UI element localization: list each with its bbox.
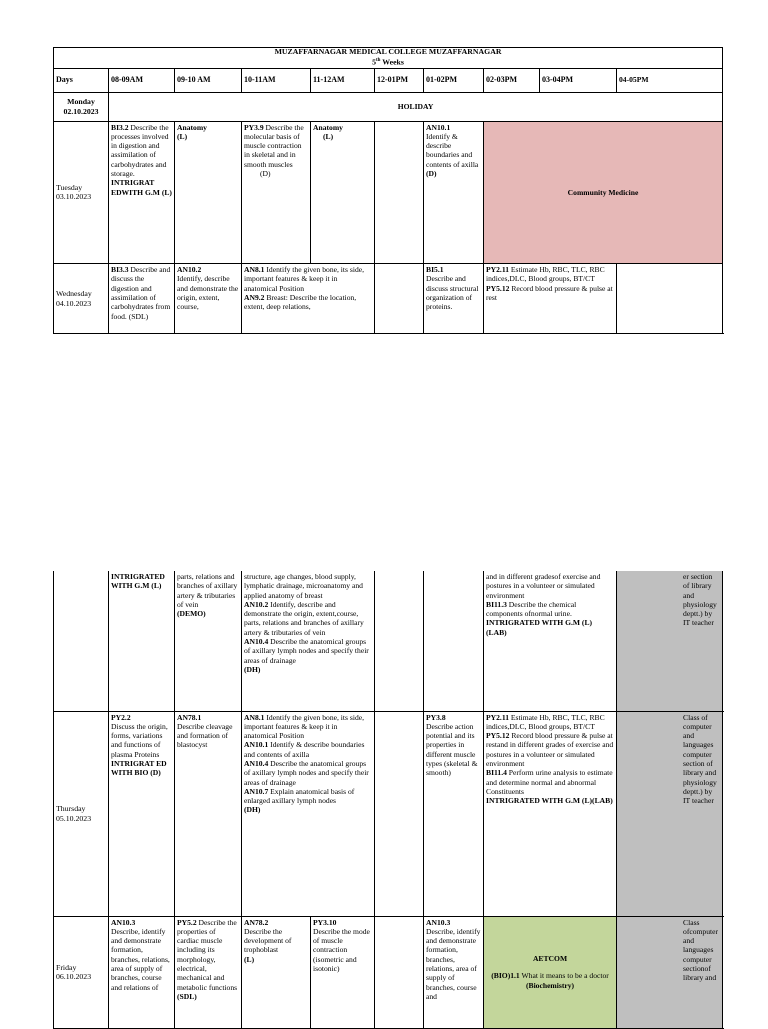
college-title: MUZAFFARNAGAR MEDICAL COLLEGE MUZAFFARNAGAR 5th Weeks: [54, 48, 723, 69]
header-slot: 11-12AM: [311, 68, 375, 92]
lecture-cell: PY5.2 Describe the properties of cardiac muscle including its morphology, electrical, mechanical and metabolic functions (SDL): [175, 916, 242, 1028]
day-cell: Wednesday 04.10.2023: [54, 264, 109, 334]
lunch-cell: [375, 264, 424, 334]
computer-class-cell: Class ofcomputer and languages computer sectionof library and: [617, 916, 723, 1028]
day-cell: [54, 571, 109, 711]
title-row: [54, 48, 723, 69]
lecture-cell: PY3.10 Describe the mode of muscle contraction (isometric and isotonic): [311, 916, 375, 1028]
lecture-cell: Anatomy (L): [311, 121, 375, 263]
tuesday-row: [54, 121, 723, 263]
lecture-cell: Anatomy (L): [175, 121, 242, 263]
header-slot: 09-10 AM: [175, 68, 242, 92]
header-slot: 04-05PM: [617, 68, 723, 92]
timetable-top: [53, 47, 723, 334]
day-cell: Thursday 05.10.2023: [54, 711, 109, 916]
lecture-cell: BI3.2 Describe the processes involved in digestion and assimilation of carbohydrates and storage. INTRIGRAT EDWITH G.M (L): [109, 121, 175, 263]
header-slot: 10-11AM: [242, 68, 311, 92]
holiday-cell: HOLIDAY: [109, 92, 723, 121]
lecture-cell: AN10.1 Identify & describe boundaries and contents of axilla (D): [424, 121, 484, 263]
lecture-cell: AN10.3 Describe, identify and demonstrate formation, branches, relations, area of supply of branches, course and: [424, 916, 484, 1028]
thursday-row: [54, 711, 723, 916]
wednesday-row: [54, 264, 723, 334]
lunch-cell: [375, 121, 424, 263]
lunch-cell: [375, 711, 424, 916]
header-slot: 03-04PM: [540, 68, 617, 92]
lab-cell: PY2.11 Estimate Hb, RBC, TLC, RBC indices,DLC, Blood groups, BT/CT PY5.12 Record blood pressure & pulse at rest: [484, 264, 617, 334]
lab-cell: and in different gradesof exercise and postures in a volunteer or simulated environment BI11.3 Describe the chemical components ofnormal urine. INTRIGRATED WITH G.M (L) (LAB): [484, 571, 617, 711]
lecture-cell: PY2.2 Discuss the origin, forms, variations and functions of plasma Proteins INTRIGRAT ED WITH BIO (D): [109, 711, 175, 916]
aetcom-cell: AETCOM (BIO)1.1 What it means to be a doctor (Biochemistry): [484, 916, 617, 1028]
computer-class-cell: er section of library and physiology deptt.) by IT teacher: [617, 571, 723, 711]
empty-cell: [617, 264, 723, 334]
lecture-cell: PY3.9 Describe the molecular basis of muscle contraction in skeletal and in smooth muscles (D): [242, 121, 311, 263]
lecture-cell: PY3.8 Describe action potential and its properties in different muscle types (skeletal & smooth): [424, 711, 484, 916]
lecture-cell: AN8.1 Identify the given bone, its side, important features & keep it in anatomical Position AN10.1 Identify & describe boundaries and contents of axilla AN10.4 Describe the anatomical groups of axillary lymph nodes and specify their areas of drainage AN10.7 Explain anatomical basis of enlarged axillary lymph nodes (DH): [242, 711, 375, 916]
day-cell: Monday 02.10.2023: [54, 92, 109, 121]
header-slot: 02-03PM: [484, 68, 540, 92]
lecture-cell: INTRIGRATED WITH G.M (L): [109, 571, 175, 711]
header-row: [54, 68, 723, 92]
timetable-bottom: [53, 571, 723, 1029]
lecture-cell: AN78.2 Describe the development of trophoblast (L): [242, 916, 311, 1028]
lecture-cell: AN8.1 Identify the given bone, its side, important features & keep it in anatomical Position AN9.2 Breast: Describe the location, extent, deep relations,: [242, 264, 375, 334]
lecture-cell: BI5.1 Describe and discuss structural organization of proteins.: [424, 264, 484, 334]
header-slot: 01-02PM: [424, 68, 484, 92]
monday-row: [54, 92, 723, 121]
lunch-cell: [375, 916, 424, 1028]
lecture-cell: AN10.3 Describe, identify and demonstrate formation, branches, relations, area of supply of branches, course and relations of: [109, 916, 175, 1028]
header-slot: 08-09AM: [109, 68, 175, 92]
lecture-cell: AN10.2 Identify, describe and demonstrate the origin, extent, course,: [175, 264, 242, 334]
lunch-cell: [375, 571, 424, 711]
header-days: Days: [54, 68, 109, 92]
lecture-cell: parts, relations and branches of axillary artery & tributaries of vein (DEMO): [175, 571, 242, 711]
friday-row: [54, 916, 723, 1028]
lecture-cell: BI3.3 Describe and discuss the digestion and assimilation of carbohydrates from food. (SDL): [109, 264, 175, 334]
lecture-cell: AN78.1 Describe cleavage and formation of blastocyst: [175, 711, 242, 916]
wednesday-continued-row: [54, 571, 723, 711]
lab-cell: PY2.11 Estimate Hb, RBC, TLC, RBC indices,DLC, Blood groups, BT/CT PY5.12 Record blood pressure & pulse at restand in different grades of exercise and postures in a volunteer or simulated environment BI11.4 Perform urine analysis to estimate and determine normal and abnormal Constituents INTRIGRATED WITH G.M (L)(LAB): [484, 711, 617, 916]
header-slot: 12-01PM: [375, 68, 424, 92]
community-medicine-cell: Community Medicine: [484, 121, 723, 263]
computer-class-cell: Class of computer and languages computer section of library and physiology deptt.) by IT teacher: [617, 711, 723, 916]
lecture-cell: structure, age changes, blood supply, lymphatic drainage, microanatomy and applied anatomy of breast AN10.2 Identify, describe and demonstrate the origin, extent,course, parts, relations and branches of axillary artery & tributaries of vein AN10.4 Describe the anatomical groups of axillary lymph nodes and specify their areas of drainage (DH): [242, 571, 375, 711]
lecture-cell: [424, 571, 484, 711]
day-cell: Friday 06.10.2023: [54, 916, 109, 1028]
day-cell: Tuesday 03.10.2023: [54, 121, 109, 263]
